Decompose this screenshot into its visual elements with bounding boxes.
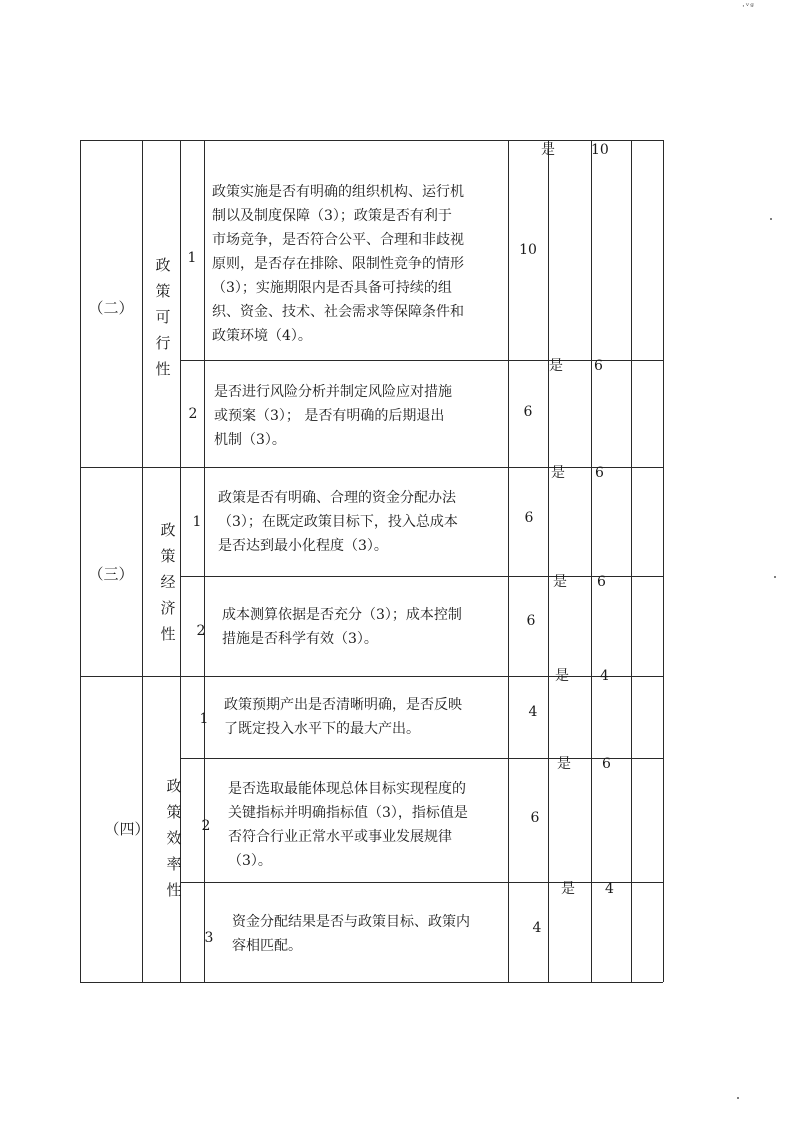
scan-speck [737,1097,739,1099]
max-points: 10 [519,242,537,258]
answer: 是 [553,574,567,590]
score: 10 [591,142,609,158]
row-index: 1 [187,250,197,266]
max-points: 4 [528,704,538,720]
answer: 是 [555,668,569,684]
section-category: 政 策 可 行 性 [155,256,171,378]
row-index: 1 [199,711,209,727]
criterion-text: 成本测算依据是否充分（3）；成本控制 措施是否科学有效（3）。 [222,607,462,647]
answer: 是 [557,756,571,772]
score: 4 [600,668,609,684]
score: 6 [597,574,606,590]
score: 6 [594,358,603,374]
scan-speck [774,576,776,578]
corner-mark: ·ᵛᵍ [742,2,755,12]
section-number: （二） [88,299,134,317]
score: 4 [605,881,614,897]
row-index: 2 [188,406,198,422]
section-number: （四） [104,820,150,838]
max-points: 6 [523,404,533,420]
max-points: 6 [526,613,536,629]
section-category: 政 策 效 率 性 [166,777,182,899]
row-index: 2 [201,818,211,834]
row-index: 1 [192,514,202,530]
score: 6 [595,465,604,481]
section-category: 政 策 经 济 性 [160,521,176,643]
score: 6 [602,756,611,772]
row-index: 3 [204,930,214,946]
criterion-text: 政策是否有明确、合理的资金分配办法 （3）；在既定政策目标下，投入总成本 是否达到最小化程度（3）。 [218,490,458,554]
section-number: （三） [88,565,134,583]
max-points: 4 [532,920,542,936]
criterion-text: 是否选取最能体现总体目标实现程度的 关键指标并明确指标值（3），指标值是 否符合行业正常水平或事业发展规律 （3）。 [228,781,468,869]
criterion-text: 是否进行风险分析并制定风险应对措施 或预案（3）； 是否有明确的后期退出 机制（3）。 [214,384,452,448]
answer: 是 [551,465,565,481]
answer: 是 [561,881,575,897]
max-points: 6 [530,810,540,826]
criterion-text: 资金分配结果是否与政策目标、政策内 容相匹配。 [232,914,470,954]
criterion-text: 政策实施是否有明确的组织机构、运行机 制以及制度保障（3）；政策是否有利于 市场竞争，是否符合公平、合理和非歧视 原则，是否存在排除、限制性竞争的情形 （3）；实施期限内是否具备可持续的组 织、资金、技术、社会需求等保障条件和 政策环境（4）。 [212,184,464,344]
scan-speck [770,218,772,220]
criterion-text: 政策预期产出是否清晰明确，是否反映 了既定投入水平下的最大产出。 [224,697,462,737]
max-points: 6 [524,510,534,526]
row-index: 2 [196,623,206,639]
answer: 是 [549,358,563,374]
answer: 是 [541,142,555,158]
